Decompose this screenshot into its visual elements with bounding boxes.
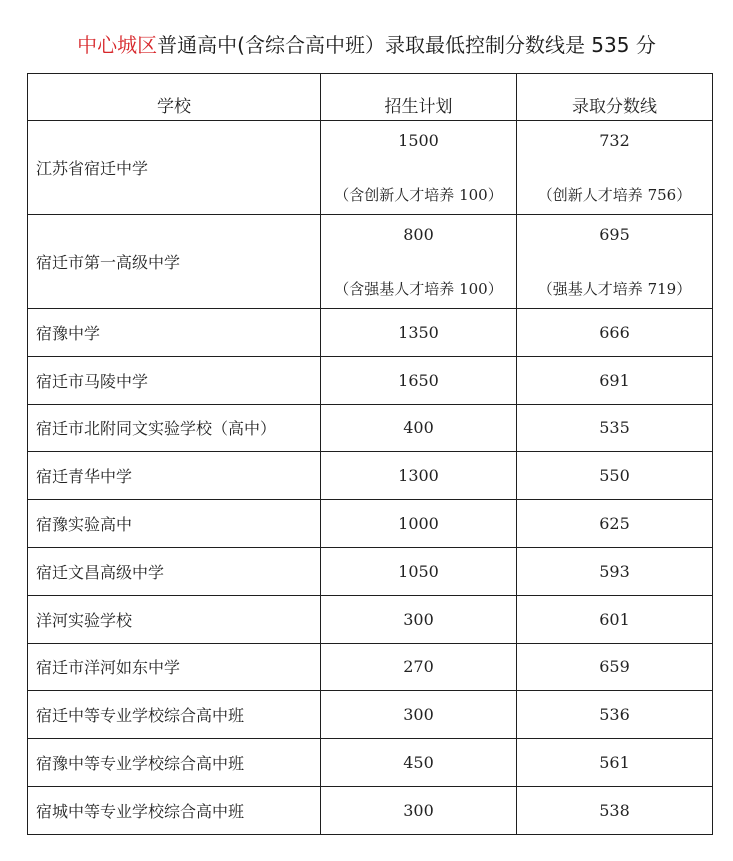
- plan-value: 1000: [321, 500, 517, 548]
- table-row: [28, 121, 713, 215]
- table-row: [28, 356, 713, 404]
- plan-value: 300: [321, 595, 517, 643]
- table-row: [28, 500, 713, 548]
- table-row: [28, 309, 713, 357]
- plan-value: 1500: [398, 130, 439, 150]
- score-value: 691: [517, 356, 713, 404]
- plan-cell: [321, 121, 517, 215]
- score-note: （创新人才培养 756）: [537, 185, 692, 204]
- title-rest: 普通高中(含综合高中班）录取最低控制分数线是 535 分: [157, 33, 656, 57]
- school-name: 宿迁市马陵中学: [28, 356, 321, 404]
- score-value: 538: [517, 786, 713, 834]
- score-value: 732: [599, 130, 630, 150]
- school-name: 宿迁中等专业学校综合高中班: [28, 691, 321, 739]
- table-row: [28, 595, 713, 643]
- table-row: [28, 739, 713, 787]
- table-row: [28, 215, 713, 309]
- admission-table: [27, 73, 713, 835]
- page-title: [0, 30, 733, 60]
- score-value: 561: [517, 739, 713, 787]
- table-row: [28, 404, 713, 452]
- plan-value: 400: [321, 404, 517, 452]
- plan-value: 450: [321, 739, 517, 787]
- school-name: 宿豫中等专业学校综合高中班: [28, 739, 321, 787]
- header-row: [28, 74, 713, 121]
- score-value: 666: [517, 309, 713, 357]
- school-name: 宿迁文昌高级中学: [28, 547, 321, 595]
- plan-value: 300: [321, 691, 517, 739]
- school-name: 宿迁市第一高级中学: [28, 215, 321, 309]
- score-value: 550: [517, 452, 713, 500]
- plan-value: 270: [321, 643, 517, 691]
- school-name: 宿豫实验高中: [28, 500, 321, 548]
- score-value: 593: [517, 547, 713, 595]
- plan-value: 300: [321, 786, 517, 834]
- school-name: 宿迁青华中学: [28, 452, 321, 500]
- score-value: 695: [599, 224, 630, 244]
- score-value: 659: [517, 643, 713, 691]
- plan-value: 1300: [321, 452, 517, 500]
- score-cell: [517, 121, 713, 215]
- plan-note: （含创新人才培养 100）: [334, 185, 503, 204]
- score-note: （强基人才培养 719）: [537, 279, 692, 298]
- score-value: 535: [517, 404, 713, 452]
- school-name: 宿豫中学: [28, 309, 321, 357]
- school-name: 洋河实验学校: [28, 595, 321, 643]
- plan-value: 800: [403, 224, 434, 244]
- score-value: 601: [517, 595, 713, 643]
- score-value: 536: [517, 691, 713, 739]
- title-highlight: 中心城区: [77, 33, 158, 57]
- plan-value: 1350: [321, 309, 517, 357]
- score-value: 625: [517, 500, 713, 548]
- school-name: 江苏省宿迁中学: [28, 121, 321, 215]
- plan-note: （含强基人才培养 100）: [334, 279, 503, 298]
- score-cell: [517, 215, 713, 309]
- school-name: 宿城中等专业学校综合高中班: [28, 786, 321, 834]
- table-row: [28, 547, 713, 595]
- school-name: 宿迁市北附同文实验学校（高中）: [28, 404, 321, 452]
- header-score: 录取分数线: [517, 74, 713, 121]
- plan-cell: [321, 215, 517, 309]
- header-plan: 招生计划: [321, 74, 517, 121]
- table-row: [28, 643, 713, 691]
- table-row: [28, 691, 713, 739]
- school-name: 宿迁市洋河如东中学: [28, 643, 321, 691]
- table-row: [28, 452, 713, 500]
- table-row: [28, 786, 713, 834]
- header-school: 学校: [28, 74, 321, 121]
- plan-value: 1650: [321, 356, 517, 404]
- plan-value: 1050: [321, 547, 517, 595]
